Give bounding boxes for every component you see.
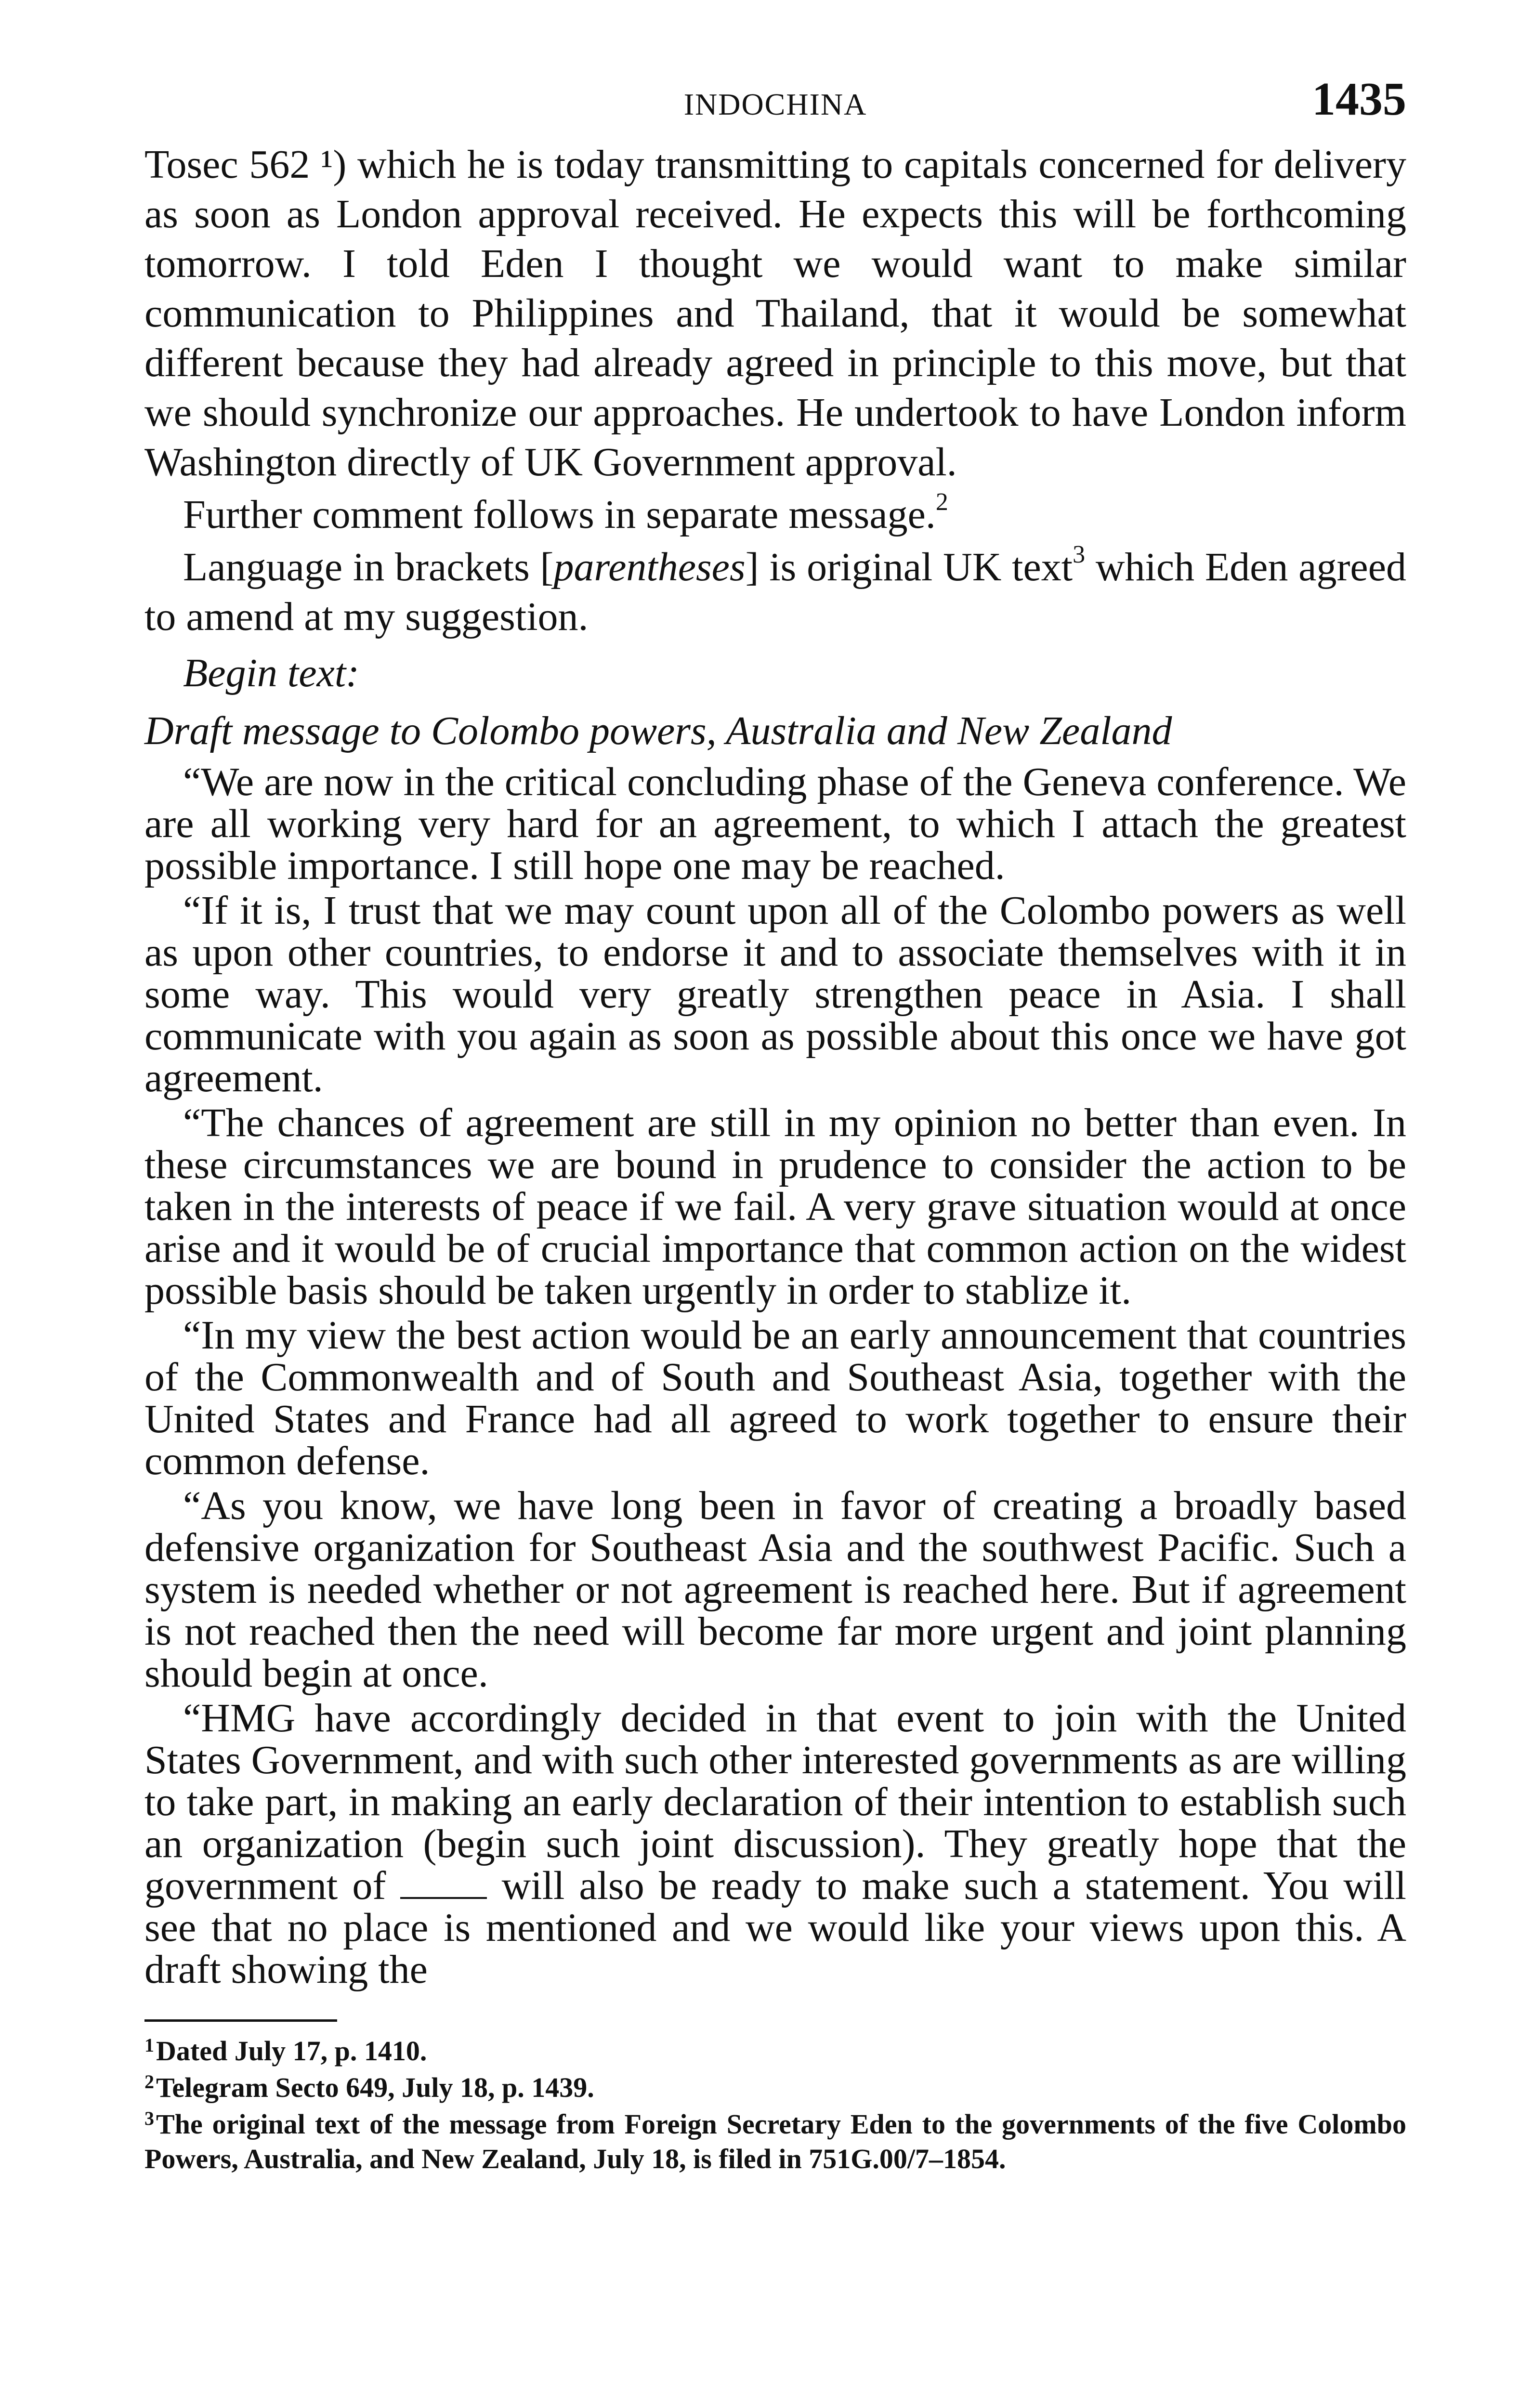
paragraph-3-text-c: which Eden agreed to amend at my suggestion. [144,545,1406,639]
paragraph-3 [144,542,1406,641]
paragraph-2-text: Further comment follows in separate message. [183,492,936,537]
draft-heading: Draft message to Colombo powers, Australia and New Zealand [144,708,1172,753]
body-text [144,140,1406,1990]
paragraph-3-text-a: Language in brackets [ [183,545,554,589]
quote-paragraph-4: “In my view the best action would be an early announcement that countries of the Commonwealth and of South and Southeast Asia, together with the United States and France had all agreed to work together to ensure their common defense. [144,1313,1406,1483]
begin-text-label: Begin text: [183,651,360,695]
paragraph-3-text-b: ] is original UK text [745,545,1073,589]
footnote-text-1: Dated July 17, p. 1410. [156,2035,427,2067]
footnote-divider [144,2019,337,2022]
paragraph-1: Tosec 562 ¹) which he is today transmitting to capitals concerned for delivery as soon as London approval received. He expects this will be forthcoming tomorrow. I told Eden I thought we would want to make similar communication to Philippines and Thailand, that it would be somewhat different because they had already agreed in principle to this move, but that we should synchronize our approaches. He undertook to have London inform Washington directly of UK Government approval. [144,142,1406,484]
quote-paragraph-1: “We are now in the critical concluding phase of the Geneva conference. We are all working very hard for an agreement, to which I attach the greatest possible importance. I still hope one may be reached. [144,759,1406,888]
running-title: INDOCHINA [683,87,867,121]
paragraph-3-italic: parentheses [553,545,746,589]
quote-paragraph-3: “The chances of agreement are still in my opinion no better than even. In these circumstances we are bound in prudence to consider the action to be taken in the interests of peace if we fail. A very grave situation would at once arise and it would be of crucial importance that common action on the widest possible basis should be taken urgently in order to stablize it. [144,1100,1406,1313]
footnote-ref-3: 3 [1073,541,1086,568]
quote-paragraph-6-text-b: will also be ready to make such a statement. You will see that no place is mentioned and we would like your views upon this. A draft showing the [144,1863,1407,1992]
blank-line [400,1897,487,1899]
footnotes [144,2035,1406,2175]
quote-paragraph-6-text-a: “HMG have accordingly decided in that event to join with the United States Government, and with such other interested governments as are willing to take part, in making an early declaration of their intention to establish such an organization (begin such joint discussion). They greatly hope that the government of [144,1696,1406,1908]
footnote-3 [144,2108,1406,2175]
footnote-1 [144,2035,1406,2070]
quote-paragraph-5: “As you know, we have long been in favor of creating a broadly based defensive organization for Southeast Asia and the southwest Pacific. Such a system is needed whether or not agreement is reached here. But if agreement is not reached then the need will become far more urgent and joint planning should begin at once. [144,1483,1406,1696]
page-number: 1435 [1312,73,1406,125]
footnote-ref-2: 2 [935,488,948,516]
paragraph-2 [144,490,1406,539]
footnote-2 [144,2072,1406,2107]
footnote-marker-3: 3 [144,2107,154,2129]
footnote-marker-1: 1 [144,2034,154,2056]
footnote-text-3: The original text of the message from Foreign Secretary Eden to the governments of the five Colombo Powers, Australia, and New Zealand, July 18, is filed in 751G.00/7–1854. [144,2108,1406,2174]
quote-paragraph-6 [144,1697,1406,1990]
footnote-text-2: Telegram Secto 649, July 18, p. 1439. [156,2072,594,2103]
footnote-marker-2: 2 [144,2071,154,2093]
document-page [144,72,1406,2177]
running-head [144,72,1406,130]
quote-paragraph-2: “If it is, I trust that we may count upon all of the Colombo powers as well as upon other countries, to endorse it and to associate themselves with it in some way. This would very greatly strengthen peace in Asia. I shall communicate with you again as soon as possible about this once we have got agreement. [144,888,1406,1100]
